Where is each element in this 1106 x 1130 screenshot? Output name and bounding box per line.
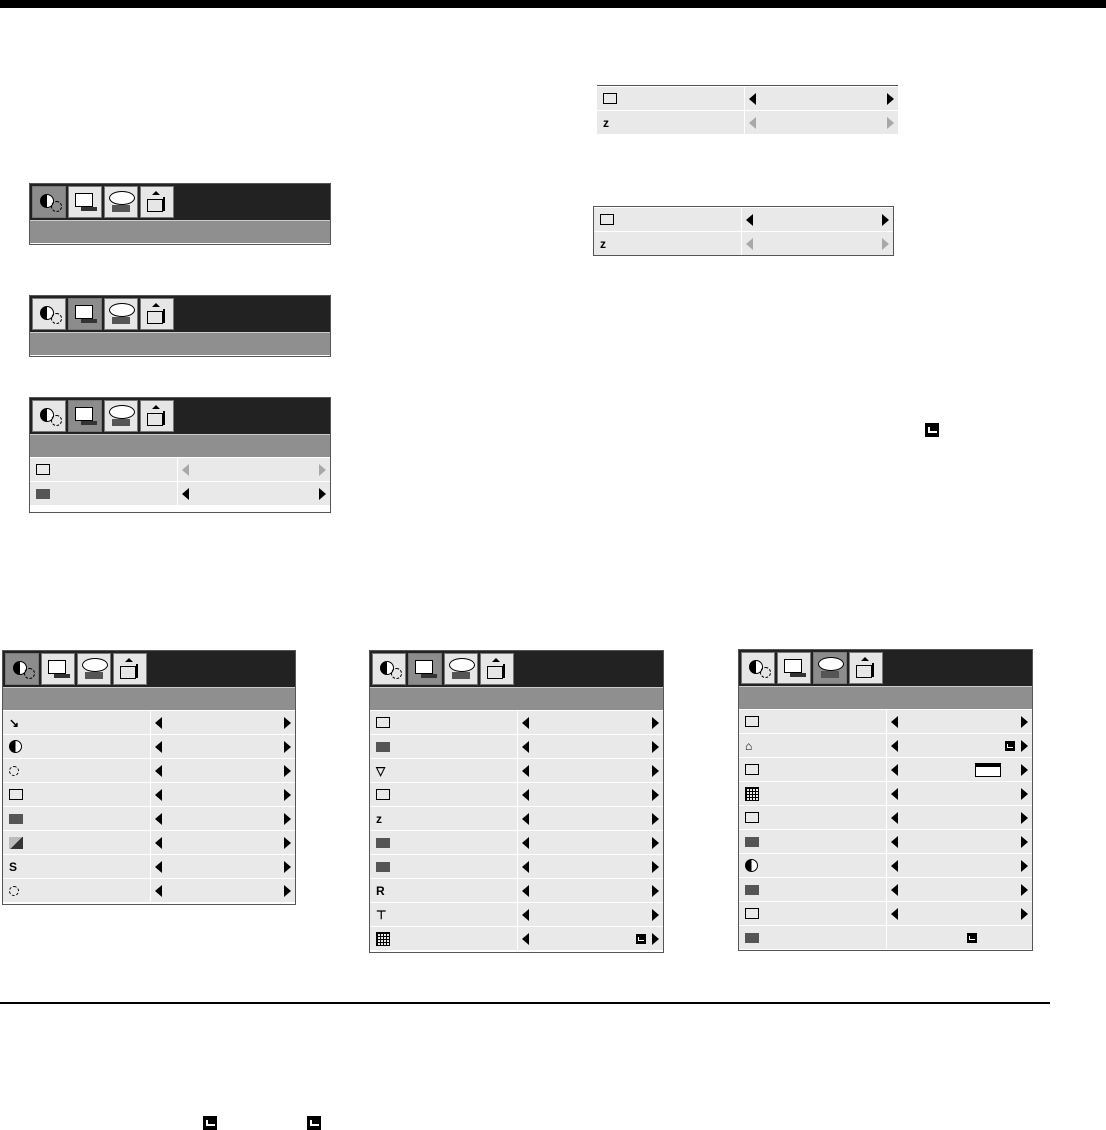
left-arrow-icon[interactable] [522, 861, 529, 873]
menu-row[interactable] [3, 806, 295, 830]
timer-submenu-a [597, 85, 898, 135]
left-arrow-icon[interactable] [155, 837, 162, 849]
left-arrow-icon[interactable] [155, 861, 162, 873]
ceiling-icon: ⊤ [376, 907, 387, 922]
setup-tab[interactable] [480, 653, 514, 685]
menu-tab-strip [30, 184, 330, 220]
left-arrow-icon[interactable] [155, 813, 162, 825]
left-arrow-icon[interactable] [182, 464, 189, 476]
pip-icon [745, 787, 759, 801]
lamp-icon [9, 886, 19, 896]
option-tab[interactable] [104, 298, 138, 330]
menu-row[interactable] [30, 457, 330, 481]
left-arrow-icon[interactable] [891, 740, 898, 752]
right-arrow-icon[interactable] [652, 909, 659, 921]
left-arrow-icon[interactable] [155, 789, 162, 801]
option-tab[interactable] [813, 652, 847, 684]
enter-icon [636, 934, 646, 944]
menu-title-bar [370, 687, 663, 710]
menu-row[interactable] [370, 854, 663, 878]
option-menu [738, 649, 1033, 951]
menu-row[interactable] [3, 734, 295, 758]
right-arrow-icon[interactable] [1021, 764, 1028, 776]
menu-row[interactable] [739, 781, 1032, 805]
picture-tab[interactable] [741, 652, 775, 684]
window-box-icon [975, 763, 1001, 777]
sharpness-s-icon: S [9, 859, 18, 874]
right-arrow-icon[interactable] [319, 488, 326, 500]
image-tab[interactable] [408, 653, 442, 685]
menu-row[interactable] [597, 110, 898, 134]
right-arrow-icon[interactable] [652, 885, 659, 897]
image-tab[interactable] [68, 186, 102, 218]
left-arrow-icon[interactable] [746, 214, 753, 226]
screen-icon [745, 837, 759, 847]
menu-row[interactable] [3, 878, 295, 902]
right-arrow-icon[interactable] [1021, 812, 1028, 824]
mirror-icon: R [376, 883, 385, 898]
menu-row[interactable] [3, 710, 295, 734]
right-arrow-icon[interactable] [1021, 860, 1028, 872]
right-arrow-icon[interactable] [882, 214, 889, 226]
menu-row[interactable] [3, 854, 295, 878]
menu-tab-strip [739, 650, 1032, 686]
menu-row[interactable] [739, 709, 1032, 733]
menu-row[interactable] [370, 878, 663, 902]
left-arrow-icon[interactable] [522, 933, 529, 945]
menu-row[interactable] [739, 901, 1032, 925]
menu-row[interactable] [3, 758, 295, 782]
blank-icon [745, 908, 759, 919]
bars-icon [376, 742, 390, 752]
setup-tab[interactable] [140, 298, 174, 330]
setup-tab[interactable] [140, 186, 174, 218]
frame-icon [376, 717, 390, 728]
right-arrow-icon[interactable] [1021, 740, 1028, 752]
menu-row[interactable] [370, 926, 663, 950]
picture-tab[interactable] [32, 298, 66, 330]
menu-row[interactable] [739, 757, 1032, 781]
menu-row[interactable] [370, 902, 663, 926]
right-arrow-icon[interactable] [1021, 716, 1028, 728]
right-arrow-icon[interactable] [284, 837, 291, 849]
enter-icon [203, 1116, 217, 1130]
menu-row[interactable] [594, 207, 893, 231]
left-arrow-icon[interactable] [522, 837, 529, 849]
menu-tab-strip [30, 398, 330, 434]
menu-row[interactable] [597, 86, 898, 110]
timer-icon [603, 93, 617, 104]
left-arrow-icon[interactable] [522, 813, 529, 825]
monitor-icon [745, 885, 759, 895]
image-tab[interactable] [777, 652, 811, 684]
right-arrow-icon[interactable] [284, 789, 291, 801]
right-arrow-icon[interactable] [284, 765, 291, 777]
setup-tab[interactable] [849, 652, 883, 684]
right-arrow-icon[interactable] [284, 717, 291, 729]
right-arrow-icon[interactable] [652, 765, 659, 777]
person-icon [745, 859, 758, 872]
setup-tab[interactable] [140, 400, 174, 432]
menu-panel-picture-closed [29, 183, 331, 245]
contrast-icon [9, 740, 22, 753]
right-arrow-icon[interactable] [652, 741, 659, 753]
option-tab[interactable] [444, 653, 478, 685]
picture-tab[interactable] [5, 653, 39, 685]
left-arrow-icon[interactable] [891, 908, 898, 920]
right-arrow-icon[interactable] [284, 885, 291, 897]
resize-icon: ↘ [9, 715, 20, 730]
right-arrow-icon[interactable] [1021, 788, 1028, 800]
sleep-icon: z [603, 115, 609, 130]
right-arrow-icon[interactable] [887, 93, 894, 105]
left-arrow-icon[interactable] [155, 741, 162, 753]
menu-row[interactable] [739, 829, 1032, 853]
menu-row[interactable] [370, 710, 663, 734]
left-arrow-icon[interactable] [746, 238, 753, 250]
right-arrow-icon[interactable] [1021, 836, 1028, 848]
left-arrow-icon[interactable] [155, 717, 162, 729]
menu-tab-strip [30, 296, 330, 332]
picture-tab[interactable] [32, 186, 66, 218]
left-arrow-icon[interactable] [891, 836, 898, 848]
timer-submenu-b [593, 206, 894, 256]
image-tab[interactable] [41, 653, 75, 685]
menu-title-bar [3, 687, 295, 710]
menu-panel-image-closed [29, 295, 331, 357]
menu-row[interactable] [739, 925, 1032, 949]
left-arrow-icon[interactable] [522, 789, 529, 801]
right-arrow-icon[interactable] [652, 717, 659, 729]
right-arrow-icon[interactable] [882, 238, 889, 250]
width-icon [745, 716, 759, 727]
menu-row[interactable] [3, 782, 295, 806]
menu-title-bar [739, 686, 1032, 709]
menu-row[interactable] [739, 805, 1032, 829]
right-arrow-icon[interactable] [284, 813, 291, 825]
right-arrow-icon[interactable] [887, 117, 894, 129]
right-arrow-icon[interactable] [284, 741, 291, 753]
enter-icon [307, 1116, 321, 1130]
menu-row[interactable] [739, 853, 1032, 877]
background-icon [376, 838, 390, 848]
input-icon [745, 812, 759, 823]
menu-row[interactable] [30, 481, 330, 505]
section-divider [0, 1002, 1050, 1004]
menu-row[interactable] [370, 782, 663, 806]
left-arrow-icon[interactable] [891, 764, 898, 776]
keystone-icon: ▽ [376, 763, 386, 778]
color-icon [9, 814, 23, 824]
overlap-icon [376, 862, 390, 872]
sleep-icon: z [376, 811, 382, 826]
left-arrow-icon[interactable] [891, 788, 898, 800]
enter-icon [925, 423, 939, 437]
brightness-icon [9, 766, 19, 776]
option-tab[interactable] [104, 186, 138, 218]
left-arrow-icon[interactable] [522, 909, 529, 921]
menu-title-bar [30, 434, 330, 457]
bars-icon [36, 489, 50, 499]
frame-icon [36, 464, 50, 475]
menu-row[interactable] [739, 877, 1032, 901]
left-arrow-icon[interactable] [891, 812, 898, 824]
timer-icon [376, 789, 390, 800]
color-temp-icon [9, 789, 23, 800]
menu-row[interactable] [370, 734, 663, 758]
left-arrow-icon[interactable] [522, 885, 529, 897]
right-arrow-icon[interactable] [1021, 884, 1028, 896]
left-arrow-icon[interactable] [182, 488, 189, 500]
lock-icon: ⌂ [745, 738, 753, 753]
menu-tab-strip [3, 651, 295, 687]
enter-icon [1005, 741, 1015, 751]
swap-icon [745, 764, 759, 775]
sleep-icon: z [600, 236, 606, 251]
picture-menu [2, 650, 296, 905]
left-arrow-icon[interactable] [522, 741, 529, 753]
menu-row[interactable] [739, 733, 1032, 757]
image-menu [369, 650, 664, 953]
menu-row[interactable] [370, 830, 663, 854]
left-arrow-icon[interactable] [891, 860, 898, 872]
left-arrow-icon[interactable] [749, 117, 756, 129]
reset-icon [745, 933, 759, 943]
image-tab[interactable] [68, 298, 102, 330]
right-arrow-icon[interactable] [319, 464, 326, 476]
image-tab[interactable] [68, 400, 102, 432]
menu-title-bar [30, 220, 330, 243]
option-tab[interactable] [77, 653, 111, 685]
enter-icon [967, 933, 977, 943]
left-arrow-icon[interactable] [522, 765, 529, 777]
menu-row[interactable] [370, 806, 663, 830]
page-header-bar [0, 0, 1106, 8]
gamma-icon [9, 837, 23, 849]
left-arrow-icon[interactable] [155, 885, 162, 897]
menu-title-bar [30, 332, 330, 355]
right-arrow-icon[interactable] [652, 789, 659, 801]
option-tab[interactable] [104, 400, 138, 432]
menu-panel-image-partial [29, 397, 331, 513]
pattern-icon [376, 932, 390, 946]
right-arrow-icon[interactable] [1021, 908, 1028, 920]
setup-tab[interactable] [113, 653, 147, 685]
left-arrow-icon[interactable] [522, 717, 529, 729]
right-arrow-icon[interactable] [652, 933, 659, 945]
picture-tab[interactable] [32, 400, 66, 432]
menu-row[interactable] [3, 830, 295, 854]
picture-tab[interactable] [372, 653, 406, 685]
left-arrow-icon[interactable] [155, 765, 162, 777]
right-arrow-icon[interactable] [652, 837, 659, 849]
right-arrow-icon[interactable] [652, 813, 659, 825]
menu-row[interactable] [594, 231, 893, 255]
right-arrow-icon[interactable] [284, 861, 291, 873]
menu-row[interactable] [370, 758, 663, 782]
right-arrow-icon[interactable] [652, 861, 659, 873]
left-arrow-icon[interactable] [891, 884, 898, 896]
timer-icon [600, 214, 614, 225]
left-arrow-icon[interactable] [891, 716, 898, 728]
left-arrow-icon[interactable] [749, 93, 756, 105]
menu-tab-strip [370, 651, 663, 687]
